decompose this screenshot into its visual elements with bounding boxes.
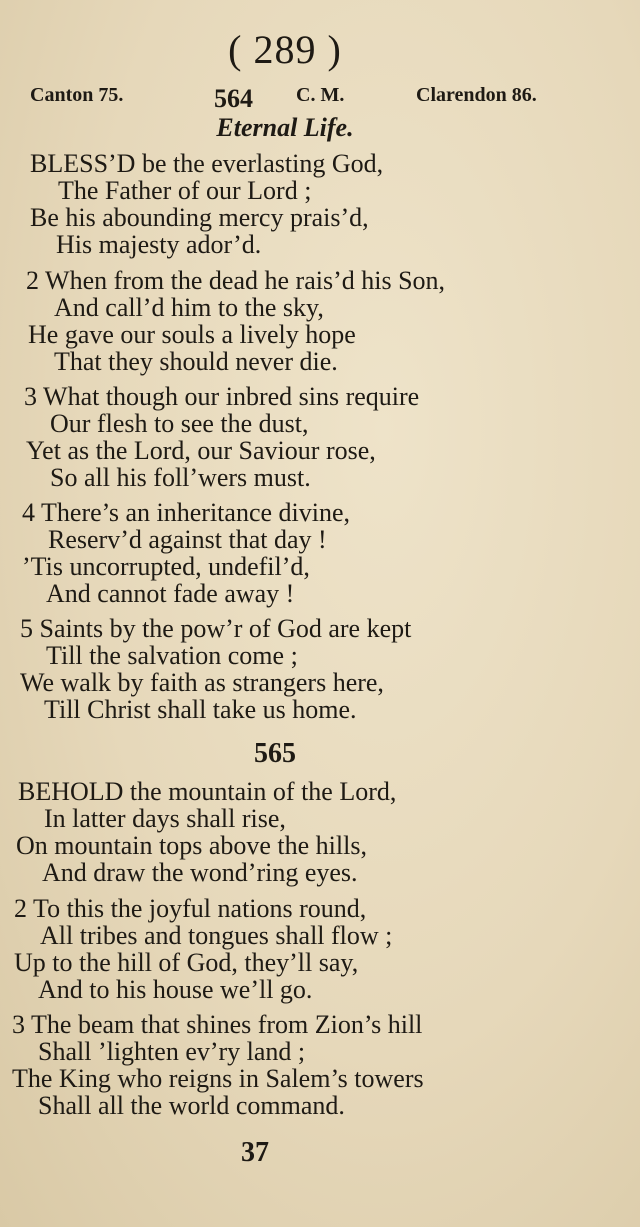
page-number: ( 289 ) <box>228 27 342 72</box>
verse-line: He gave our souls a lively hope <box>28 320 356 349</box>
verse-line: ’Tis uncorrupted, undefil’d, <box>22 552 310 581</box>
verse-line: The King who reigns in Salem’s towers <box>12 1064 424 1093</box>
hymn-number: 564 <box>214 84 253 113</box>
verse-line: Shall ’lighten ev’ry land ; <box>38 1037 306 1066</box>
verse-line: Yet as the Lord, our Saviour rose, <box>26 436 376 465</box>
verse-line: Till Christ shall take us home. <box>44 695 357 724</box>
verse-line: 4 There’s an inheritance divine, <box>22 498 351 527</box>
verse-line: We walk by faith as strangers here, <box>20 668 384 697</box>
verse-line: His majesty ador’d. <box>56 230 262 259</box>
verse-line: The Father of our Lord ; <box>58 176 312 205</box>
tune-name-right: Clarendon 86. <box>416 84 537 106</box>
verse-line: Reserv’d against that day ! <box>48 525 327 554</box>
verse-line: Shall all the world command. <box>38 1091 345 1120</box>
verse-line: 5 Saints by the pow’r of God are kept <box>20 614 412 643</box>
verse-line: BLESS’D be the everlasting God, <box>30 149 384 178</box>
verse-line: On mountain tops above the hills, <box>16 831 367 860</box>
verse-line: And draw the wond’ring eyes. <box>42 858 358 887</box>
verse-line: 2 When from the dead he rais’d his Son, <box>26 266 446 295</box>
hymn-title: Eternal Life. <box>216 113 354 142</box>
verse-line: In latter days shall rise, <box>44 804 286 833</box>
verse-line: That they should never die. <box>54 347 338 376</box>
verse-line: Till the salvation come ; <box>46 641 298 670</box>
verse-line: Our flesh to see the dust, <box>50 409 309 438</box>
verse-line: Up to the hill of God, they’ll say, <box>14 948 359 977</box>
verse-line: And call’d him to the sky, <box>54 293 324 322</box>
verse-line: And to his house we’ll go. <box>38 975 313 1004</box>
verse-line: 3 What though our inbred sins require <box>24 382 420 411</box>
hymn2-number: 565 <box>254 738 296 769</box>
verse-line: And cannot fade away ! <box>46 579 295 608</box>
hymn-meter: C. M. <box>296 84 345 106</box>
signature-mark: 37 <box>241 1137 269 1168</box>
verse-line: All tribes and tongues shall flow ; <box>40 921 393 950</box>
verse-line: So all his foll’wers must. <box>50 463 311 492</box>
verse-line: Be his abounding mercy prais’d, <box>30 203 369 232</box>
tune-name-left: Canton 75. <box>30 84 124 106</box>
verse-line: 3 The beam that shines from Zion’s hill <box>12 1010 423 1039</box>
verse-line: BEHOLD the mountain of the Lord, <box>18 777 397 806</box>
verse-line: 2 To this the joyful nations round, <box>14 894 367 923</box>
